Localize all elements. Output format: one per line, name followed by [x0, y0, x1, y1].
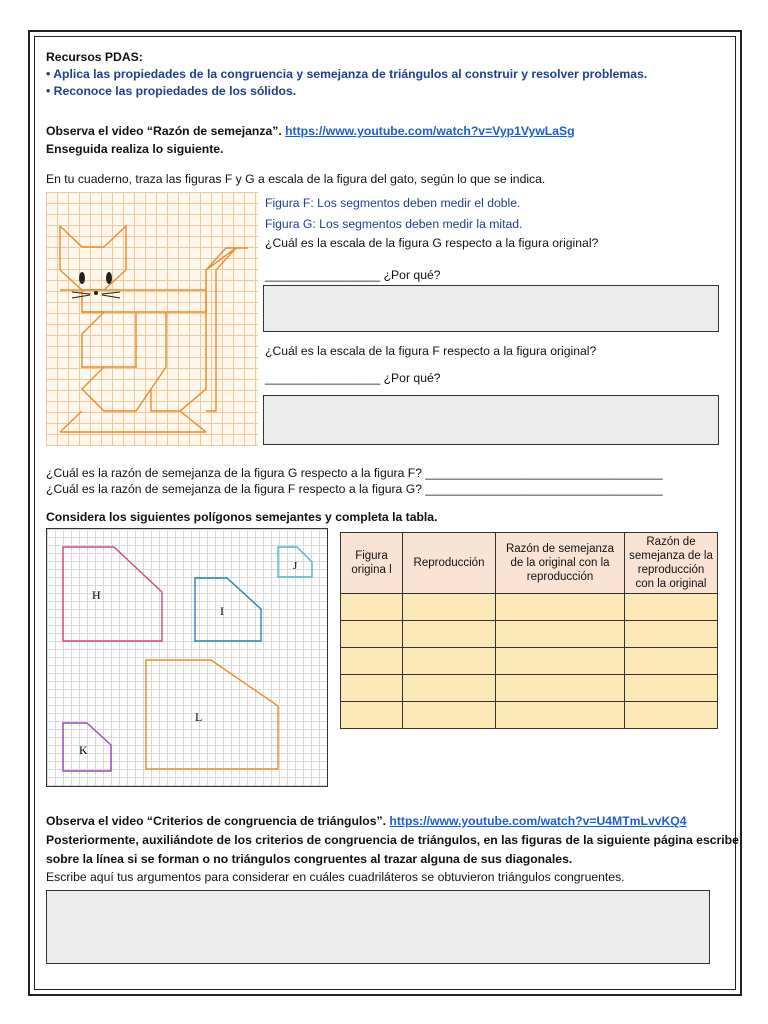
- cat-left-eye: [79, 272, 85, 284]
- cat-grid: [46, 192, 258, 446]
- answer-box-argumentos[interactable]: [46, 890, 710, 964]
- video2-link[interactable]: https://www.youtube.com/watch?v=U4MTmLvvKQ4: [389, 814, 687, 828]
- poligonos-heading: Considera los siguientes polígonos semejantes y completa la tabla.: [46, 510, 438, 524]
- label-i: I: [220, 604, 224, 618]
- question-scale-g-blank[interactable]: _________________ ¿Por qué?: [265, 268, 441, 282]
- question-ratio-f-g[interactable]: ¿Cuál es la razón de semejanza de la figura F respecto a la figura G? ___________________________________: [46, 482, 663, 496]
- cat-figure: [46, 192, 258, 446]
- recursos-item-2: • Reconoce las propiedades de los sólidos.: [46, 84, 297, 98]
- polygon-grid: [46, 528, 328, 787]
- table-row: [341, 594, 718, 621]
- video2-instruction-2: sobre la línea si se forman o no triángulos congruentes al trazar alguna de sus diagonales.: [46, 852, 573, 866]
- video2-instruction-1: Posteriormente, auxiliándote de los criterios de congruencia de triángulos, en las figuras de la siguiente página escribe: [46, 833, 739, 847]
- recursos-title: Recursos PDAS:: [46, 50, 143, 64]
- table-row: [341, 648, 718, 675]
- figura-f-text: Figura F: Los segmentos deben medir el doble.: [265, 196, 521, 210]
- cat-outline: [60, 226, 248, 432]
- polygons-figure: [47, 529, 327, 786]
- label-l: L: [195, 710, 203, 724]
- video1-link[interactable]: https://www.youtube.com/watch?v=Vyp1VywLaSg: [285, 124, 575, 138]
- label-k: K: [79, 743, 88, 757]
- video1-followup: Enseguida realiza lo siguiente.: [46, 142, 224, 156]
- table-row: [341, 675, 718, 702]
- answer-box-scale-f[interactable]: [263, 395, 719, 445]
- answer-box-scale-g[interactable]: [263, 285, 719, 332]
- instruction-text: En tu cuaderno, traza las figuras F y G a escala de la figura del gato, según lo que se indica.: [46, 172, 546, 186]
- question-scale-g: ¿Cuál es la escala de la figura G respecto a la figura original?: [265, 236, 599, 250]
- polygon-l: [146, 660, 278, 769]
- video1-prefix: Observa el video “Razón de semejanza”.: [46, 124, 282, 138]
- header-razon-reproduccion-original: Razón de semejanza de la reproducción con la original: [625, 533, 718, 594]
- recursos-item-1: • Aplica las propiedades de la congruencia y semejanza de triángulos al construir y resolver problemas.: [46, 67, 648, 81]
- question-ratio-g-f[interactable]: ¿Cuál es la razón de semejanza de la figura G respecto a la figura F? ___________________________________: [46, 466, 663, 480]
- header-razon-original-reproduccion: Razón de semejanza de la original con la reproducción: [496, 533, 625, 594]
- similarity-table: [340, 532, 718, 729]
- video2-instruction-3: Escribe aquí tus argumentos para considerar en cuáles cuadriláteros se obtuvieron triángulos congruentes.: [46, 870, 625, 884]
- figura-g-text: Figura G: Los segmentos deben medir la mitad.: [265, 217, 523, 231]
- question-scale-f: ¿Cuál es la escala de la figura F respecto a la figura original?: [265, 344, 597, 358]
- table-row: [341, 702, 718, 729]
- video2-line: [46, 814, 687, 829]
- question-scale-f-blank[interactable]: _________________ ¿Por qué?: [265, 371, 441, 385]
- polygon-h: [63, 547, 162, 641]
- label-h: H: [92, 588, 101, 602]
- video2-prefix: Observa el video “Criterios de congruencia de triángulos”.: [46, 814, 386, 828]
- table-row: [341, 621, 718, 648]
- table-header-row: [341, 533, 718, 594]
- cat-right-eye: [106, 272, 112, 284]
- polygon-i: [195, 578, 261, 641]
- cat-nose: [94, 291, 98, 295]
- label-j: J: [293, 560, 298, 572]
- header-reproduccion: Reproducción: [403, 533, 496, 594]
- video1-line: [46, 124, 575, 139]
- header-figura-original: Figura origina l: [341, 533, 403, 594]
